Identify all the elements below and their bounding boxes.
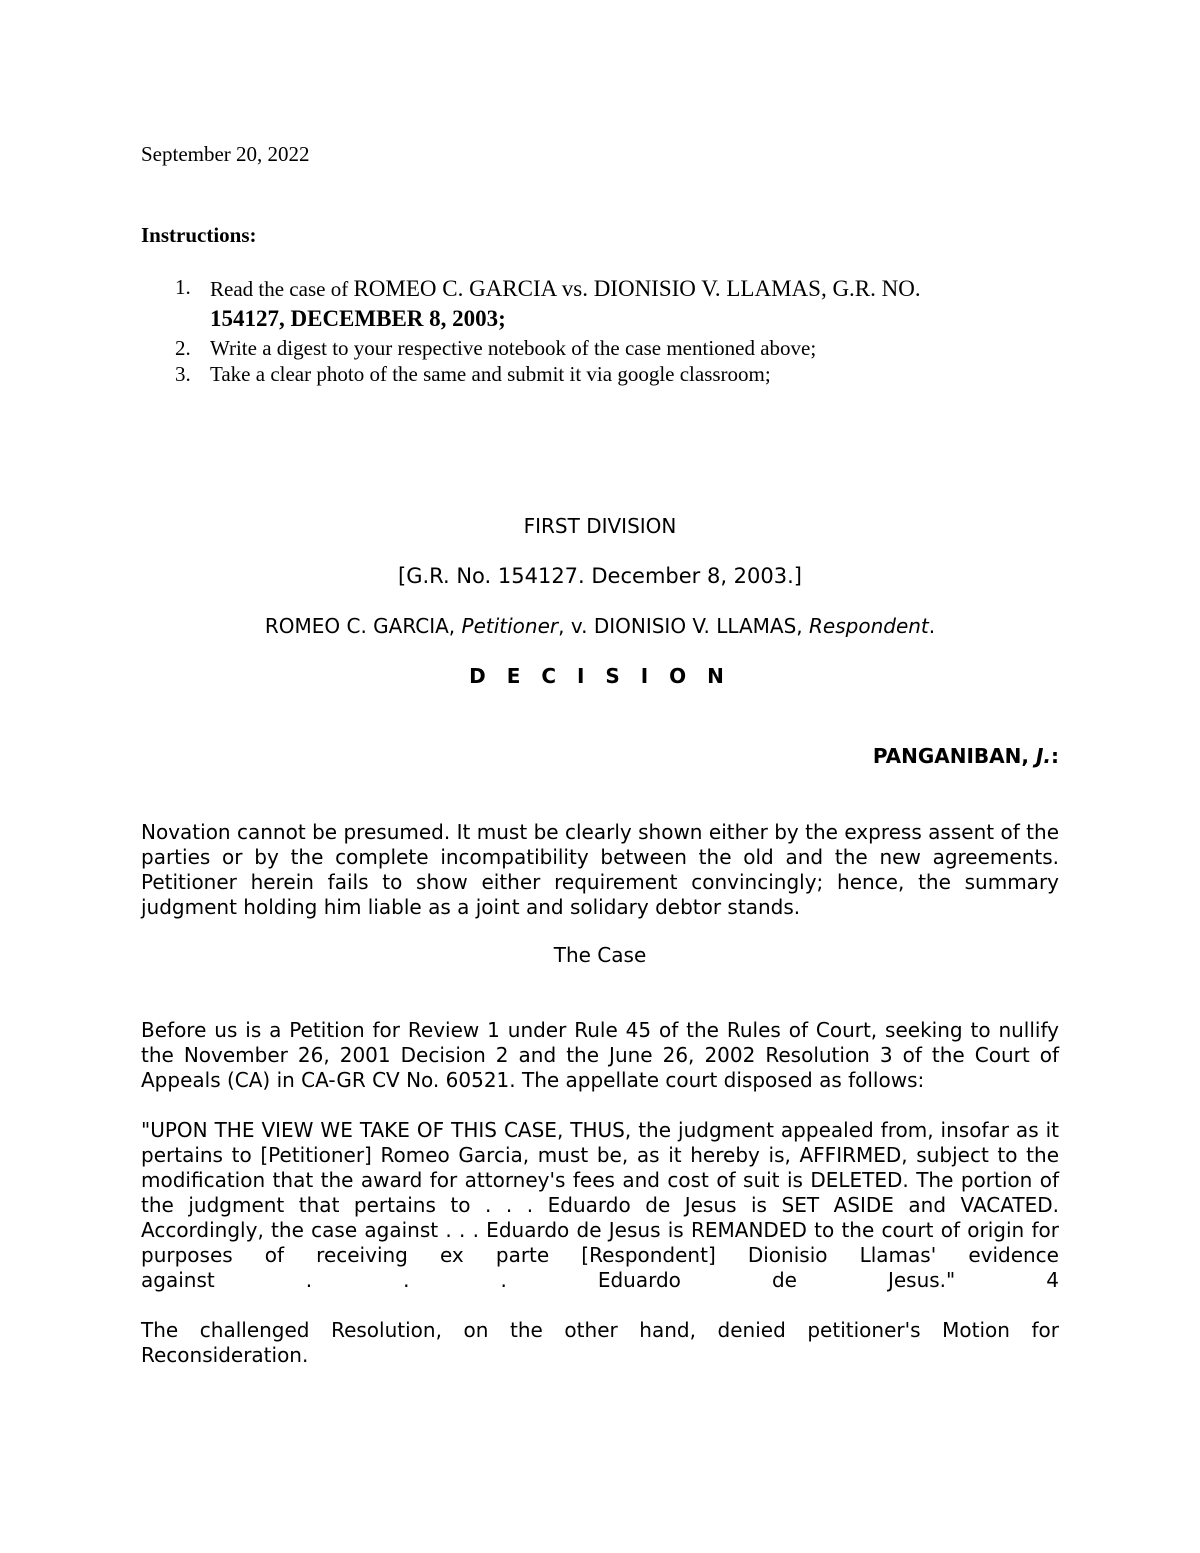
quoted-disposition: [141, 1118, 1059, 1293]
decision-title: D E C I S I O N: [469, 664, 731, 688]
quote-word: .: [403, 1268, 410, 1292]
footnote-ref: 4: [1046, 1268, 1059, 1292]
quote-word: de: [771, 1268, 797, 1292]
case-title-line-1: ROMEO C. GARCIA vs. DIONISIO V. LLAMAS, G.R. NO.: [353, 276, 921, 301]
quote-word: against: [141, 1268, 215, 1292]
section-heading-the-case: The Case: [553, 943, 647, 967]
quote-last-line: [141, 1268, 1059, 1293]
instruction-number-2: 2.: [175, 336, 191, 360]
case-title-line-2: 154127, DECEMBER 8, 2003;: [210, 306, 506, 331]
quote-word: Jesus.": [887, 1268, 956, 1292]
instruction-prefix-1: Read the case of: [210, 277, 354, 301]
quote-body: "UPON THE VIEW WE TAKE OF THIS CASE, THUS, the judgment appealed from, insofar as it pertains to [Petitioner] Romeo Garcia, must be, as it hereby is, AFFIRMED, subject to the modification that the award for attorney's fees and cost of suit is DELETED. The portion of the judgment that pertains to . . . Eduardo de Jesus is SET ASIDE and VACATED. Accordingly, the case against . . . Eduardo de Jesus is REMANDED to the court of origin for purposes of receiving ex parte [Respondent] Dionisio Llamas' evidence: [141, 1118, 1059, 1267]
respondent-role: Respondent: [809, 614, 929, 638]
ponente-name: PANGANIBAN,: [872, 744, 1036, 768]
document-date: September 20, 2022: [141, 142, 310, 166]
instructions-list: [141, 274, 1061, 387]
instruction-item-1: [141, 274, 1061, 333]
instruction-text-3: Take a clear photo of the same and submit it via google classroom;: [210, 362, 771, 386]
petitioner-role: Petitioner: [461, 614, 559, 638]
instructions-heading: Instructions:: [141, 223, 257, 247]
quote-word: Eduardo: [597, 1268, 681, 1292]
petition-paragraph: Before us is a Petition for Review 1 under Rule 45 of the Rules of Court, seeking to nullify the November 26, 2001 Decision 2 and the June 26, 2002 Resolution 3 of the Court of Appeals (CA) in CA-GR CV No. 60521. The appellate court disposed as follows:: [141, 1018, 1059, 1092]
intro-paragraph: Novation cannot be presumed. It must be clearly shown either by the express assent of the parties or by the complete incompatibility between the old and the new agreements. Petitioner herein fails to show either requirement convincingly; hence, the summary judgment holding him liable as a joint and solidary debtor stands.: [141, 820, 1059, 919]
ponente: [873, 744, 1059, 769]
instruction-number-1: 1.: [175, 275, 191, 299]
instruction-text-2: Write a digest to your respective notebook of the case mentioned above;: [210, 336, 817, 360]
gr-number: [G.R. No. 154127. December 8, 2003.]: [398, 564, 802, 588]
versus-respondent-name: , v. DIONISIO V. LLAMAS,: [558, 614, 810, 638]
ponente-colon: :: [1051, 744, 1059, 768]
petitioner-name: ROMEO C. GARCIA,: [264, 614, 462, 638]
instruction-item-2: [141, 335, 1061, 361]
quote-word: .: [305, 1268, 313, 1292]
parties-period: .: [928, 614, 936, 638]
quote-word: .: [500, 1268, 507, 1292]
division-heading: FIRST DIVISION: [523, 514, 677, 538]
instruction-number-3: 3.: [175, 362, 191, 386]
instruction-item-3: [141, 361, 1061, 387]
case-parties: [141, 614, 1059, 639]
challenged-resolution-paragraph: The challenged Resolution, on the other hand, denied petitioner's Motion for Reconsideration.: [141, 1318, 1059, 1367]
ponente-title: J.: [1035, 744, 1051, 768]
